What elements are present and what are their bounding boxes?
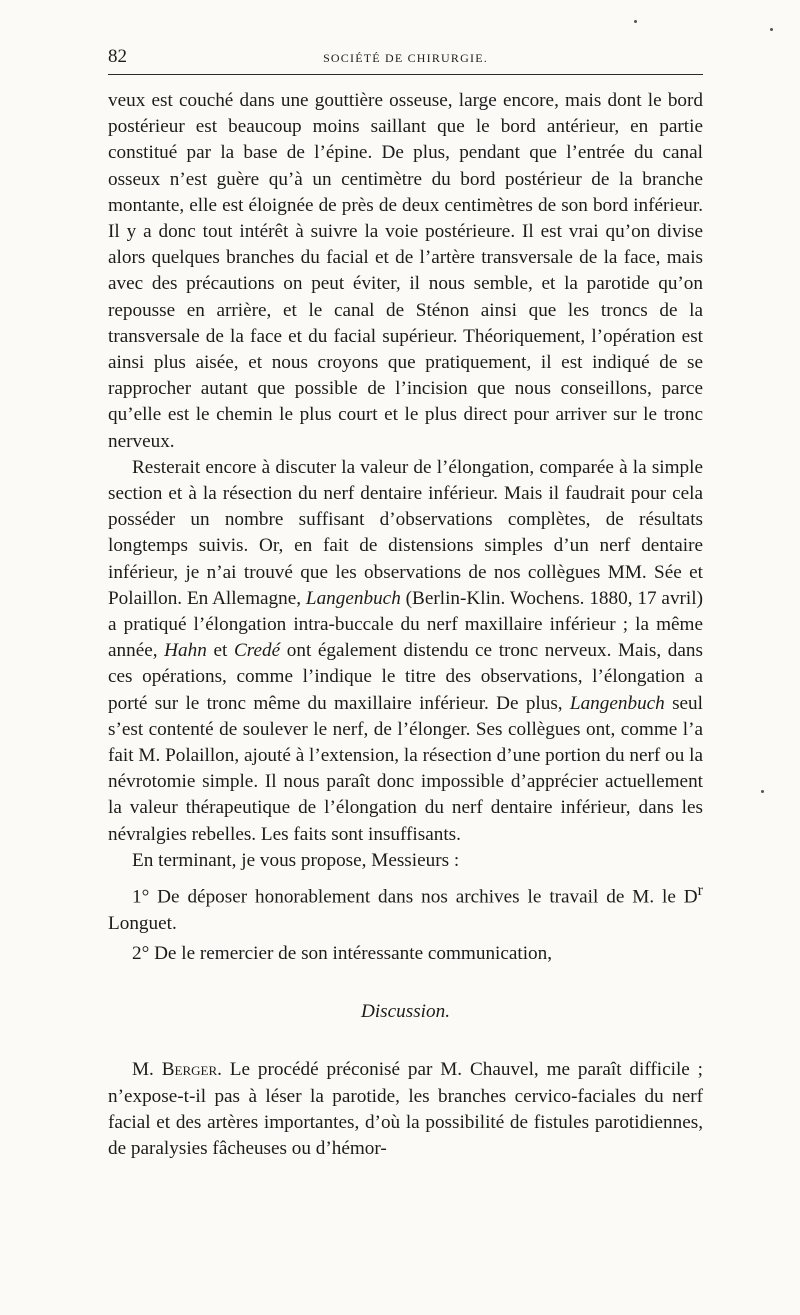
text-run: 1° De déposer honorablement dans nos archives le travail de M. le D [132, 886, 698, 908]
author-name: Langenbuch [569, 692, 665, 714]
body-text [108, 88, 703, 1162]
list-item-2: 2° De le remercier de son intéressante communication, [132, 942, 553, 964]
list-item-1 [108, 878, 703, 937]
paper-speck [770, 28, 773, 31]
page-number: 82 [108, 46, 127, 67]
text-run: Longuet. [108, 912, 177, 934]
page-header [108, 46, 703, 68]
discussion-paragraph [108, 1057, 703, 1162]
paper-speck [634, 20, 637, 23]
paper-speck [761, 790, 764, 793]
running-title: SOCIÉTÉ DE CHIRURGIE. [323, 51, 488, 65]
paragraph-continued: veux est couché dans une gouttière osseuse, large encore, mais dont le bord postérieur est beaucoup moins saillant que le bord antérieur, en partie constitué par la base de l’épine. De plus, pendant que l’entrée du canal osseux n’est guère qu’à un centimètre du bord postérieur de la branche montante, elle est éloignée de près de deux centimètres de son bord inférieur. Il y a donc tout intérêt à suivre la voie postérieure. Il est vrai qu’on divise alors quelques branches du facial et de l’artère transversale de la face, mais avec des précautions on peut éviter, il nous semble, et la parotide qu’on repousse en arrière, et le canal de Sténon ainsi que les troncs de la transversale de la face et du facial supérieur. Théoriquement, l’opération est ainsi plus aisée, et nous croyons que pratiquement, il est indiqué de se rapprocher autant que possible de l’incision que nous conseillons, parce qu’elle est le chemin le plus court et le plus direct pour arriver sur le tronc nerveux. [108, 90, 703, 452]
author-name: Hahn [164, 640, 207, 662]
author-name: Langenbuch [305, 587, 401, 609]
text-run: ont également distendu ce tronc nerveux. Mais, dans ces opérations, comme l’indique le titre des observations, l’élongation a porté sur le tronc même du maxillaire inférieur. De plus, [108, 640, 703, 714]
text-run: (Berlin-Klin. Wochens. 1880, 17 avril) a pratiqué l’élongation intra-buccale du nerf maxillaire inférieur ; la même année, [108, 587, 703, 662]
text-run: Le procédé préconisé par M. Chauvel, me paraît difficile ; n’expose-t-il pas à léser la parotide, les branches cervico-faciales du nerf facial et des artères importantes, d’où la possibilité de fistules parotidiennes, de paralysies fâcheuses ou d’hémor- [108, 1059, 703, 1159]
text-run: et [206, 640, 234, 662]
superscript: r [697, 882, 703, 900]
paragraph-conclusion: En terminant, je vous propose, Messieurs : [132, 849, 460, 871]
header-rule [108, 74, 703, 75]
text-run: Resterait encore à discuter la valeur de l’élongation, comparée à la simple section et à la résection du nerf dentaire inférieur. Mais il faudrait pour cela posséder un nombre suffisant d’observations complètes, de résultats longtemps suivis. Or, en fait de distensions simples d’un nerf dentaire inférieur, je n’ai trouvé que les observations de nos collègues MM. Sée et Polaillon. En Allemagne, [108, 456, 703, 609]
text-run: seul s’est contenté de soulever le nerf, de l’élonger. Ses collègues ont, comme l’a fait M. Polaillon, ajouté à l’extension, la résection d’une portion du nerf ou la névrotomie simple. Il nous paraît donc impossible d’apprécier actuellement la valeur thérapeutique de l’élongation du nerf dentaire inférieur, dans les névralgies rebelles. Les faits sont insuffisants. [108, 692, 703, 845]
section-title: Discussion. [360, 1001, 450, 1023]
author-name: Credé [233, 640, 281, 662]
paragraph-elongation [108, 455, 703, 848]
speaker-name: M. Berger. [132, 1059, 222, 1081]
